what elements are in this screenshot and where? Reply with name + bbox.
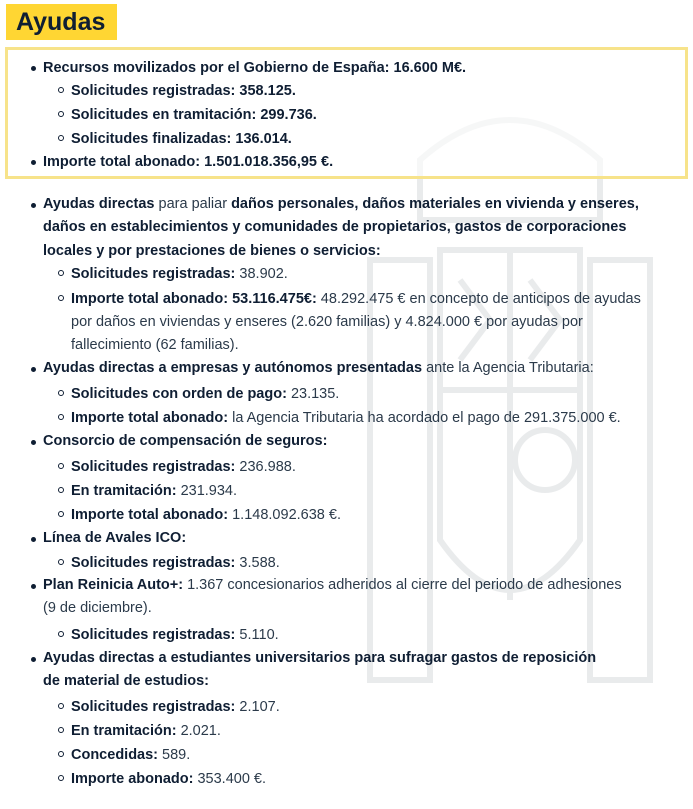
summary-item: Solicitudes registradas: 358.125. <box>71 83 296 99</box>
summary-item: Solicitudes finalizadas: 136.014. <box>71 131 292 147</box>
sub-bullet-icon <box>58 727 64 733</box>
summary-resources: Recursos movilizados por el Gobierno de España: 16.600 M€. <box>43 60 467 76</box>
list-item: En tramitación: 231.934. <box>71 483 238 499</box>
summary-item: Solicitudes en tramitación: 299.736. <box>71 107 317 123</box>
list-item: Importe abonado: 353.400 €. <box>71 771 267 787</box>
sub-bullet-icon <box>58 487 64 493</box>
section-heading: Línea de Avales ICO: <box>43 530 187 546</box>
bullet-icon <box>31 367 36 372</box>
bullet-icon <box>31 203 36 208</box>
bullet-icon <box>31 160 36 165</box>
sub-bullet-icon <box>58 703 64 709</box>
list-item: Solicitudes con orden de pago: 23.135. <box>71 386 340 402</box>
list-item-cont: fallecimiento (62 familias). <box>71 337 239 353</box>
section-heading-cont: (9 de diciembre). <box>43 600 152 616</box>
bullet-icon <box>31 657 36 662</box>
list-item: Importe total abonado: 53.116.475€: 48.292.475 € en concepto de anticipos de ayudas <box>71 291 641 307</box>
section-heading: Ayudas directas a empresas y autónomos presentadas ante la Agencia Tributaria: <box>43 360 594 376</box>
list-item: Concedidas: 589. <box>71 747 191 763</box>
coat-of-arms-watermark <box>330 80 690 800</box>
sub-bullet-icon <box>58 559 64 565</box>
sub-bullet-icon <box>58 295 64 301</box>
section-heading: Plan Reinicia Auto+: 1.367 concesionarios adheridos al cierre del periodo de adhesiones <box>43 577 622 593</box>
list-item: Importe total abonado: 1.148.092.638 €. <box>71 507 341 523</box>
list-item: Importe total abonado: la Agencia Tributaria ha acordado el pago de 291.375.000 €. <box>71 410 621 426</box>
sub-bullet-icon <box>58 463 64 469</box>
sub-bullet-icon <box>58 390 64 396</box>
bullet-icon <box>31 440 36 445</box>
list-item-cont: por daños en viviendas y enseres (2.620 familias) y 4.824.000 € por ayudas por <box>71 314 583 330</box>
sub-bullet-icon <box>58 270 64 276</box>
section-heading: Ayudas directas para paliar daños personales, daños materiales en vivienda y enseres, <box>43 196 639 212</box>
sub-bullet-icon <box>58 87 64 93</box>
section-heading-cont: daños en establecimientos y comunidades de propietarios, gastos de corporaciones <box>43 219 627 235</box>
summary-total: Importe total abonado: 1.501.018.356,95 €. <box>43 154 334 170</box>
section-heading: Consorcio de compensación de seguros: <box>43 433 328 449</box>
sub-bullet-icon <box>58 511 64 517</box>
list-item: En tramitación: 2.021. <box>71 723 221 739</box>
list-item: Solicitudes registradas: 2.107. <box>71 699 280 715</box>
section-heading-cont: locales y por prestaciones de bienes o servicios: <box>43 243 381 259</box>
sub-bullet-icon <box>58 775 64 781</box>
list-item: Solicitudes registradas: 236.988. <box>71 459 296 475</box>
bullet-icon <box>31 66 36 71</box>
sub-bullet-icon <box>58 631 64 637</box>
sub-bullet-icon <box>58 414 64 420</box>
sub-bullet-icon <box>58 751 64 757</box>
sub-bullet-icon <box>58 135 64 141</box>
page-title: Ayudas <box>6 4 117 40</box>
list-item: Solicitudes registradas: 5.110. <box>71 627 279 643</box>
list-item: Solicitudes registradas: 3.588. <box>71 555 280 571</box>
section-heading: Ayudas directas a estudiantes universitarios para sufragar gastos de reposición <box>43 650 597 666</box>
list-item: Solicitudes registradas: 38.902. <box>71 266 288 282</box>
bullet-icon <box>31 584 36 589</box>
sub-bullet-icon <box>58 111 64 117</box>
section-heading-cont: de material de estudios: <box>43 673 209 689</box>
bullet-icon <box>31 537 36 542</box>
